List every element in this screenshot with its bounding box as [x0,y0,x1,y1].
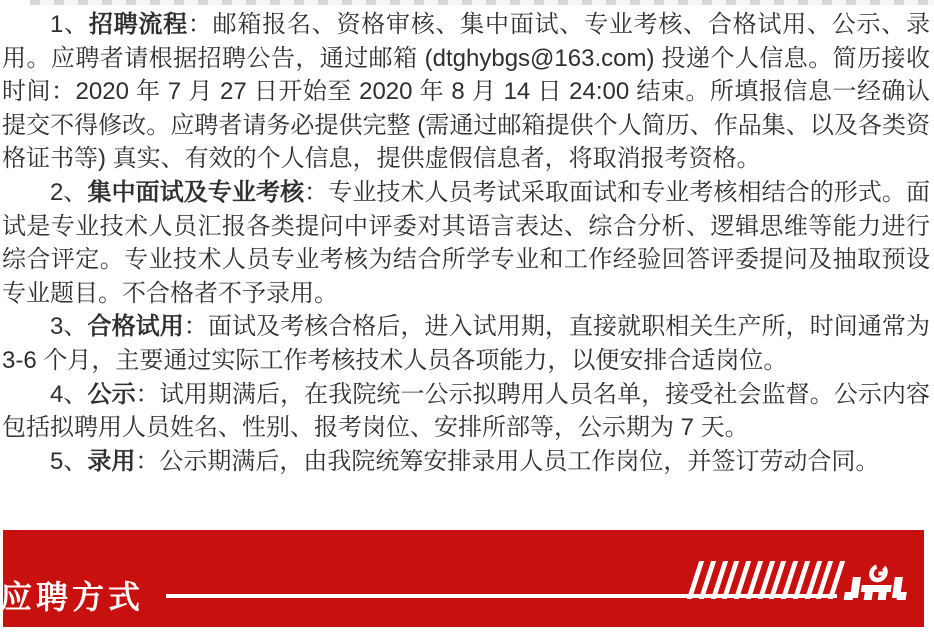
recruitment-process-text [2,8,930,478]
banner-section-title: 应聘方式 [0,579,145,615]
paragraph-title: 录用 [87,447,136,475]
paragraph-probation [2,310,930,377]
paragraph-employment [2,445,930,479]
cropped-text-remnant [30,0,934,5]
paragraph-body: ：公示期满后，由我院统筹安排录用人员工作岗位，并签订劳动合同。 [135,447,880,475]
organization-logo-icon [841,562,909,608]
paragraph-interview-assessment [2,176,930,310]
paragraph-number: 2、 [50,178,88,206]
paragraph-title: 合格试用 [87,313,184,341]
paragraph-title: 集中面试及专业考核 [87,178,305,206]
paragraph-body: ：邮箱报名、资格审核、集中面试、专业考核、合格试用、公示、录用。应聘者请根据招聘公告，通过邮箱 (dtghybgs@163.com) 投递个人信息。简历接收时间：2020 年 7 月 27 日开始至 2020 年 8 月 14 日 24:00 结束。所填报信息一经确认提交不得修改。应聘者请务必提供完整 (需通过邮箱提供个人简历、作品集、以及各类资格证书等) 真实、有效的个人信息，提供虚假信息者，将取消报考资格。 [2,11,930,173]
slash-decoration [693,561,839,599]
paragraph-title: 招聘流程 [88,11,188,38]
paragraph-recruitment-flow [2,8,930,176]
paragraph-number: 1、 [50,11,89,38]
paragraph-public-notice [2,378,930,445]
paragraph-number: 5、 [50,447,88,475]
paragraph-body: ：专业技术人员考试采取面试和专业考核相结合的形式。面试是专业技术人员汇报各类提问中评委对其语言表达、综合分析、逻辑思维等能力进行综合评定。专业技术人员专业考核为结合所学专业和工作经验回答评委提问及抽取预设专业题目。不合格者不予录用。 [2,178,931,307]
paragraph-body: ：试用期满后，在我院统一公示拟聘用人员名单，接受社会监督。公示内容包括拟聘用人员姓名、性别、报考岗位、安排所部等，公示期为 7 天。 [2,380,931,442]
paragraph-body: ：面试及考核合格后，进入试用期，直接就职相关生产所，时间通常为 3-6 个月，主要通过实际工作考核技术人员各项能力，以便安排合适岗位。 [2,313,930,374]
paragraph-number: 4、 [50,380,88,408]
paragraph-title: 公示 [87,380,136,408]
paragraph-number: 3、 [50,313,88,341]
application-method-banner [0,530,924,627]
